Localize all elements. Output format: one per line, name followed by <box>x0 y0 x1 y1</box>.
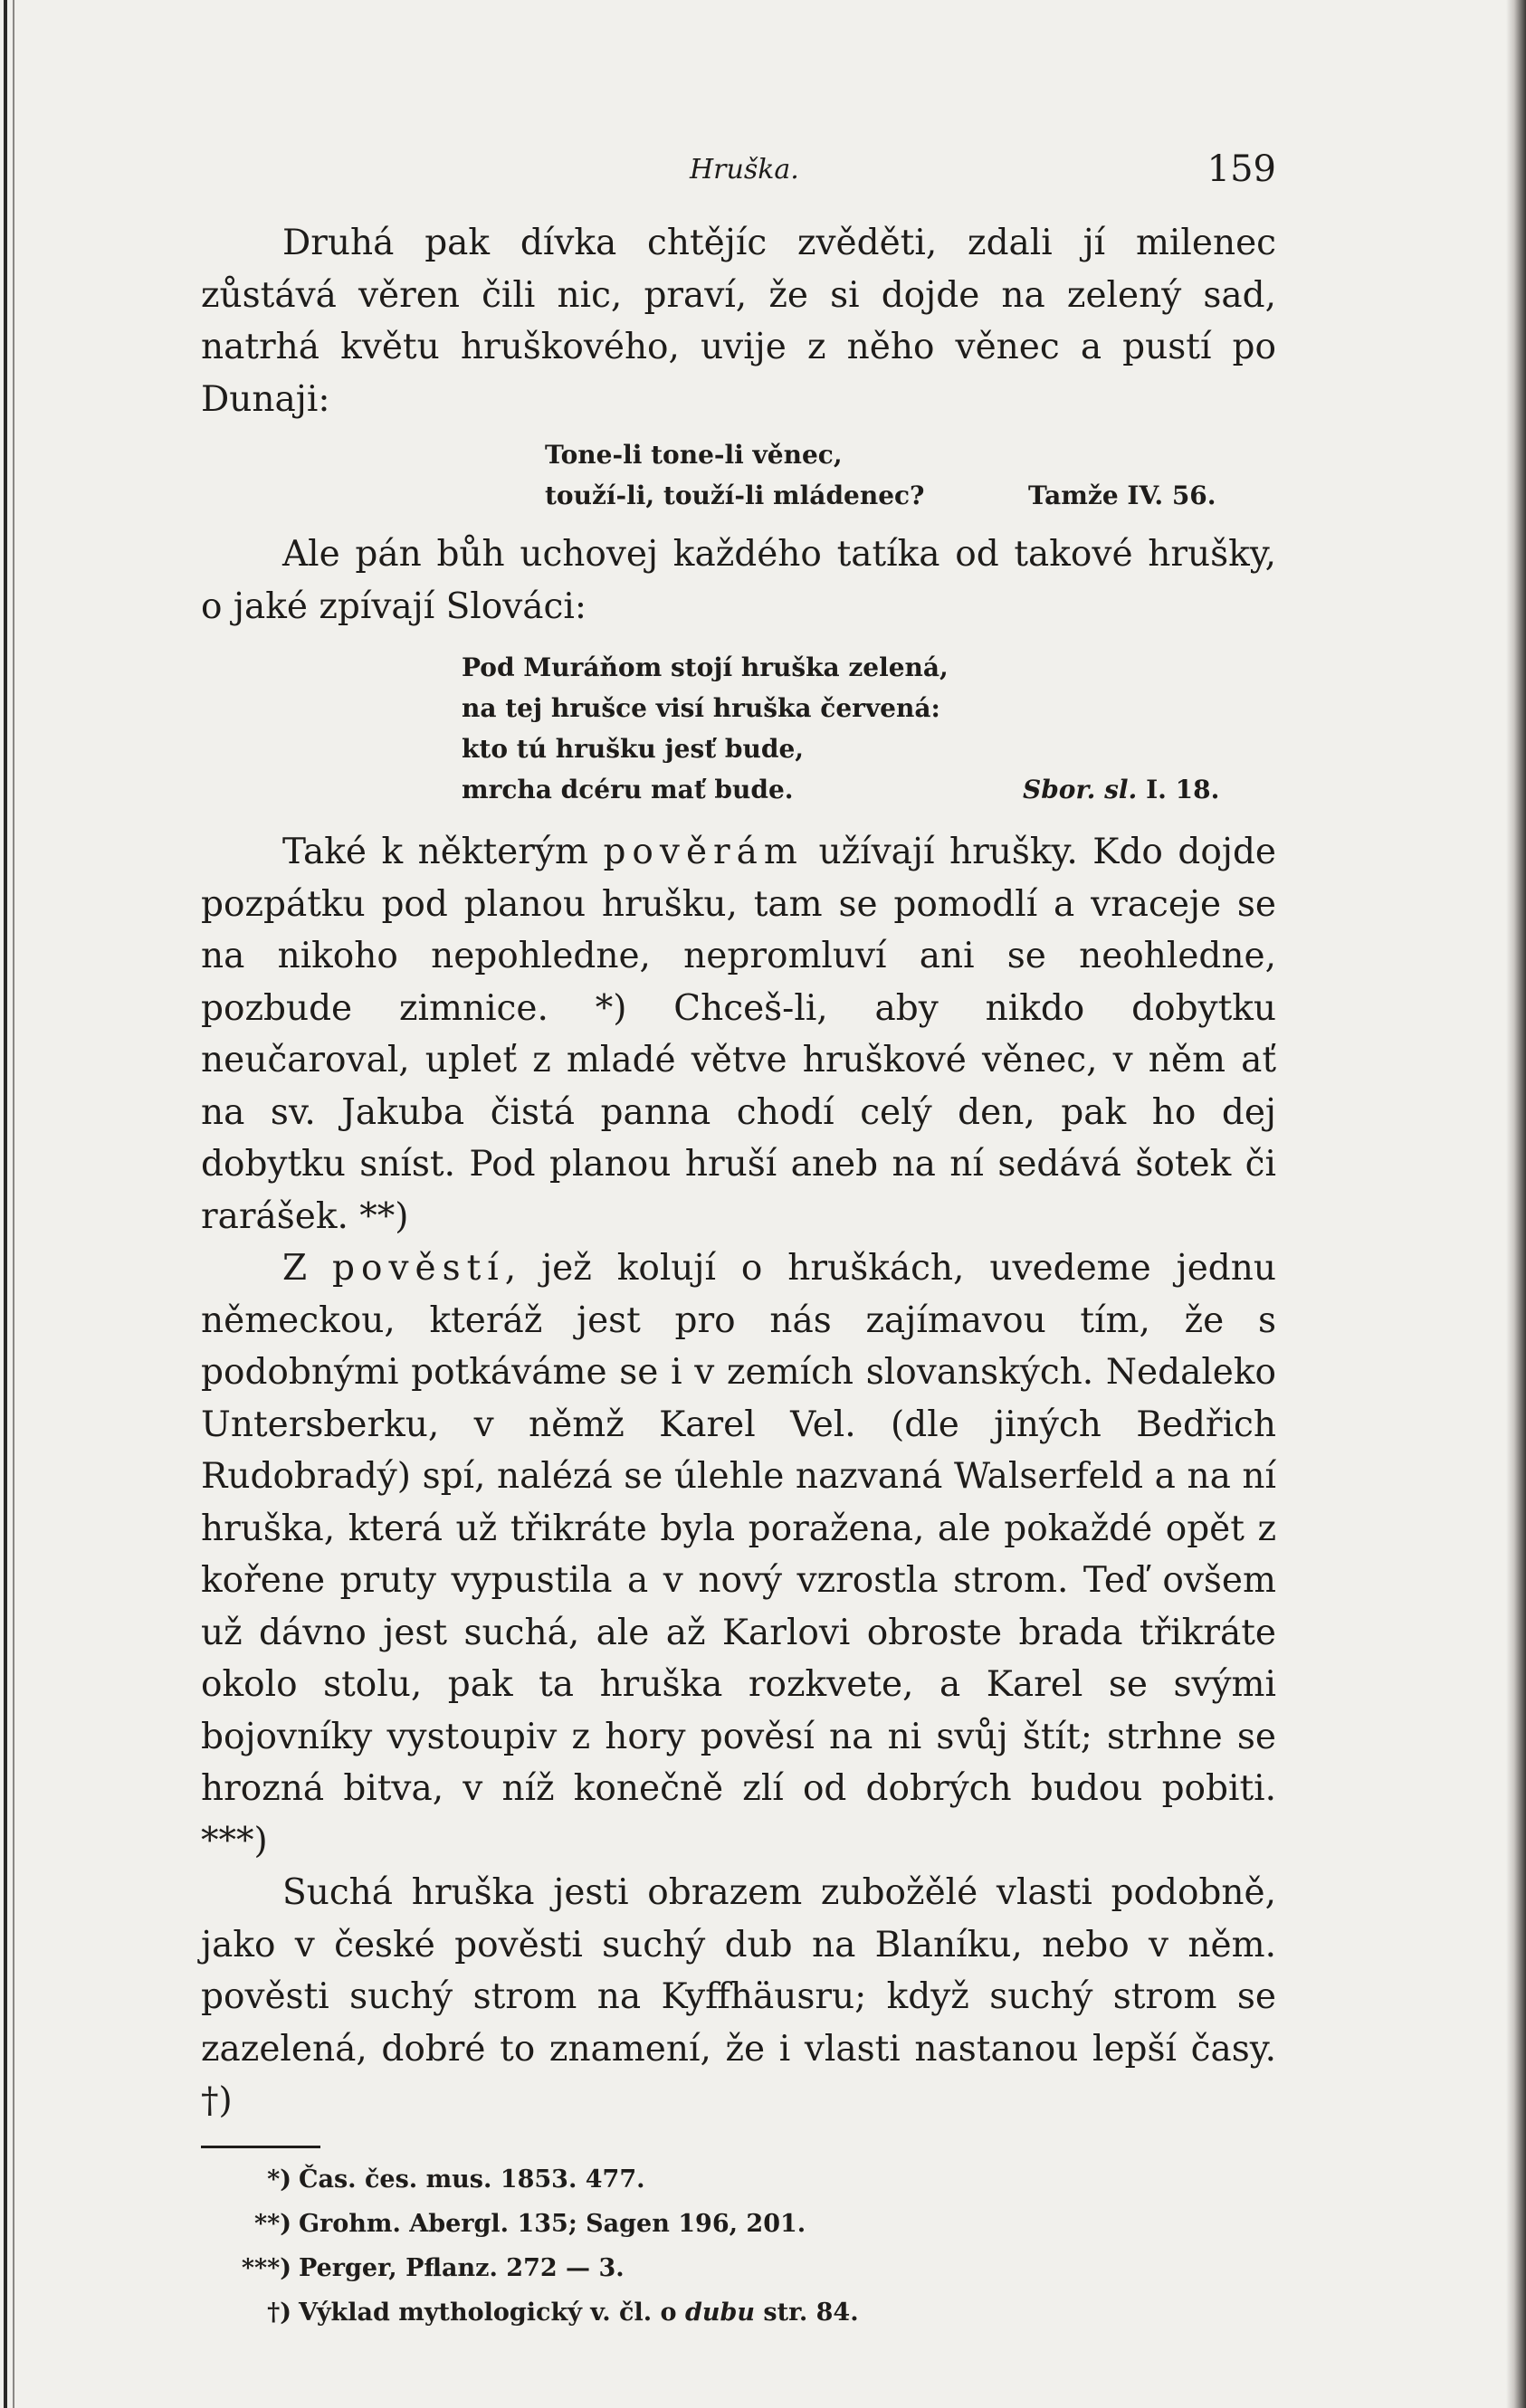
verse-line: mrcha dcéru mať bude. <box>462 775 794 804</box>
footnote-mark: **) <box>253 2209 291 2238</box>
verse-line: na tej hrušce visí hruška červená: <box>462 693 940 723</box>
book-page <box>201 148 1277 2335</box>
verse-line: kto tú hrušku jesť bude, <box>462 734 804 764</box>
footnote-italic: dubu <box>684 2298 755 2327</box>
p4-spaced-term: pověstí <box>332 1248 505 1289</box>
verse-line: touží-li, touží-li mládenec? <box>545 481 925 510</box>
page-spine-edge-inner <box>13 0 14 2408</box>
footnote-3 <box>201 2246 1276 2290</box>
footnote-4 <box>201 2290 1276 2335</box>
source-italic: Sbor. sl. <box>1023 775 1138 804</box>
p3-spaced-term: pověrám <box>603 832 804 872</box>
page-number: 159 <box>1206 148 1276 190</box>
paragraph-4 <box>201 1242 1276 1867</box>
footnote-text: Výklad mythologický v. čl. o <box>299 2298 685 2327</box>
paragraph-5: Suchá hruška jesti obrazem zubožělé vlasti podobně, jako v české pověsti suchý dub na Blaníku, nebo v něm. pověsti suchý strom na Kyffhäusru; když suchý strom se zazelená, dobré to znamení, že i vlasti nastanou lepší časy. †) <box>201 1872 1276 2121</box>
verse-quote-2 <box>462 647 1276 810</box>
p4-lead: Z <box>282 1248 333 1289</box>
footnote-1 <box>201 2157 1276 2202</box>
verse-line: Tone-li tone-li věnec, <box>545 440 843 470</box>
verse-quote-1 <box>545 434 1276 516</box>
page-header <box>201 148 1276 217</box>
verse-line: Pod Muráňom stojí hruška zelená, <box>462 652 949 682</box>
verse-source: Tamže IV. 56. <box>1028 481 1216 510</box>
footnote-text: Perger, Pflanz. 272 — 3. <box>299 2253 625 2282</box>
paragraph-3 <box>201 826 1276 1242</box>
footnote-2 <box>201 2202 1276 2246</box>
footnote-mark: *) <box>267 2165 291 2194</box>
footnote-text: Čas. čes. mus. 1853. 477. <box>299 2165 645 2194</box>
p3-lead: Také k některým <box>282 832 604 872</box>
running-head: Hruška. <box>690 154 799 186</box>
verse-source <box>1023 769 1219 810</box>
p4-rest: , jež kolují o hruškách, uvedeme jednu německou, kteráž jest pro nás zajímavou tím, že s podobnými potkáváme se i v zemích slovanských. Nedaleko Untersberku, v němž Karel Vel. (dle jiných Bedřich Rudobradý) spí, nalézá se úlehle nazvaná Walserfeld a na ní hruška, která už třikráte byla poražena, ale pokaždé opět z kořene pruty vypustila a v nový vzrostla strom. Teď ovšem už dávno jest suchá, ale až Karlovi obroste brada třikráte okolo stolu, pak ta hruška rozkvete, a Karel se svými bojovníky vystoupiv z hory pověsí na ni svůj štít; strhne se hrozná bitva, v níž konečně zlí od dobrých budou pobiti. ***) <box>201 1248 1277 1861</box>
footnote-text: Grohm. Abergl. 135; Sagen 196, 201. <box>299 2209 806 2238</box>
p3-rest: užívají hrušky. Kdo dojde pozpátku pod planou hrušku, tam se pomodlí a vraceje se na nikoho nepohledne, nepromluví ani se neohledne, pozbude zimnice. *) Chceš-li, aby nikdo dobytku neučaroval, upleť z mladé větve hruškové věnec, v něm ať na sv. Jakuba čistá panna chodí celý den, pak ho dej dobytku sníst. Pod planou hruší aneb na ní sedává šotek či rarášek. **) <box>201 832 1277 1237</box>
paragraph-2: Ale pán bůh uchovej každého tatíka od takové hrušky, o jaké zpívají Slováci: <box>201 534 1276 627</box>
footnote-mark: †) <box>267 2298 291 2327</box>
source-ref: I. 18. <box>1146 775 1220 804</box>
footnote-mark: ***) <box>241 2253 291 2282</box>
footnote-text-after: str. 84. <box>755 2298 859 2327</box>
footnote-rule <box>201 2146 320 2148</box>
paragraph-1: Druhá pak dívka chtějíc zvěděti, zdali jí milenec zůstává věren čili nic, praví, že si dojde na zelený sad, natrhá květu hruškového, uvije z něho věnec a pustí po Dunaji: <box>201 223 1276 420</box>
page-right-shadow <box>1506 0 1526 2408</box>
page-spine-edge <box>4 0 7 2408</box>
